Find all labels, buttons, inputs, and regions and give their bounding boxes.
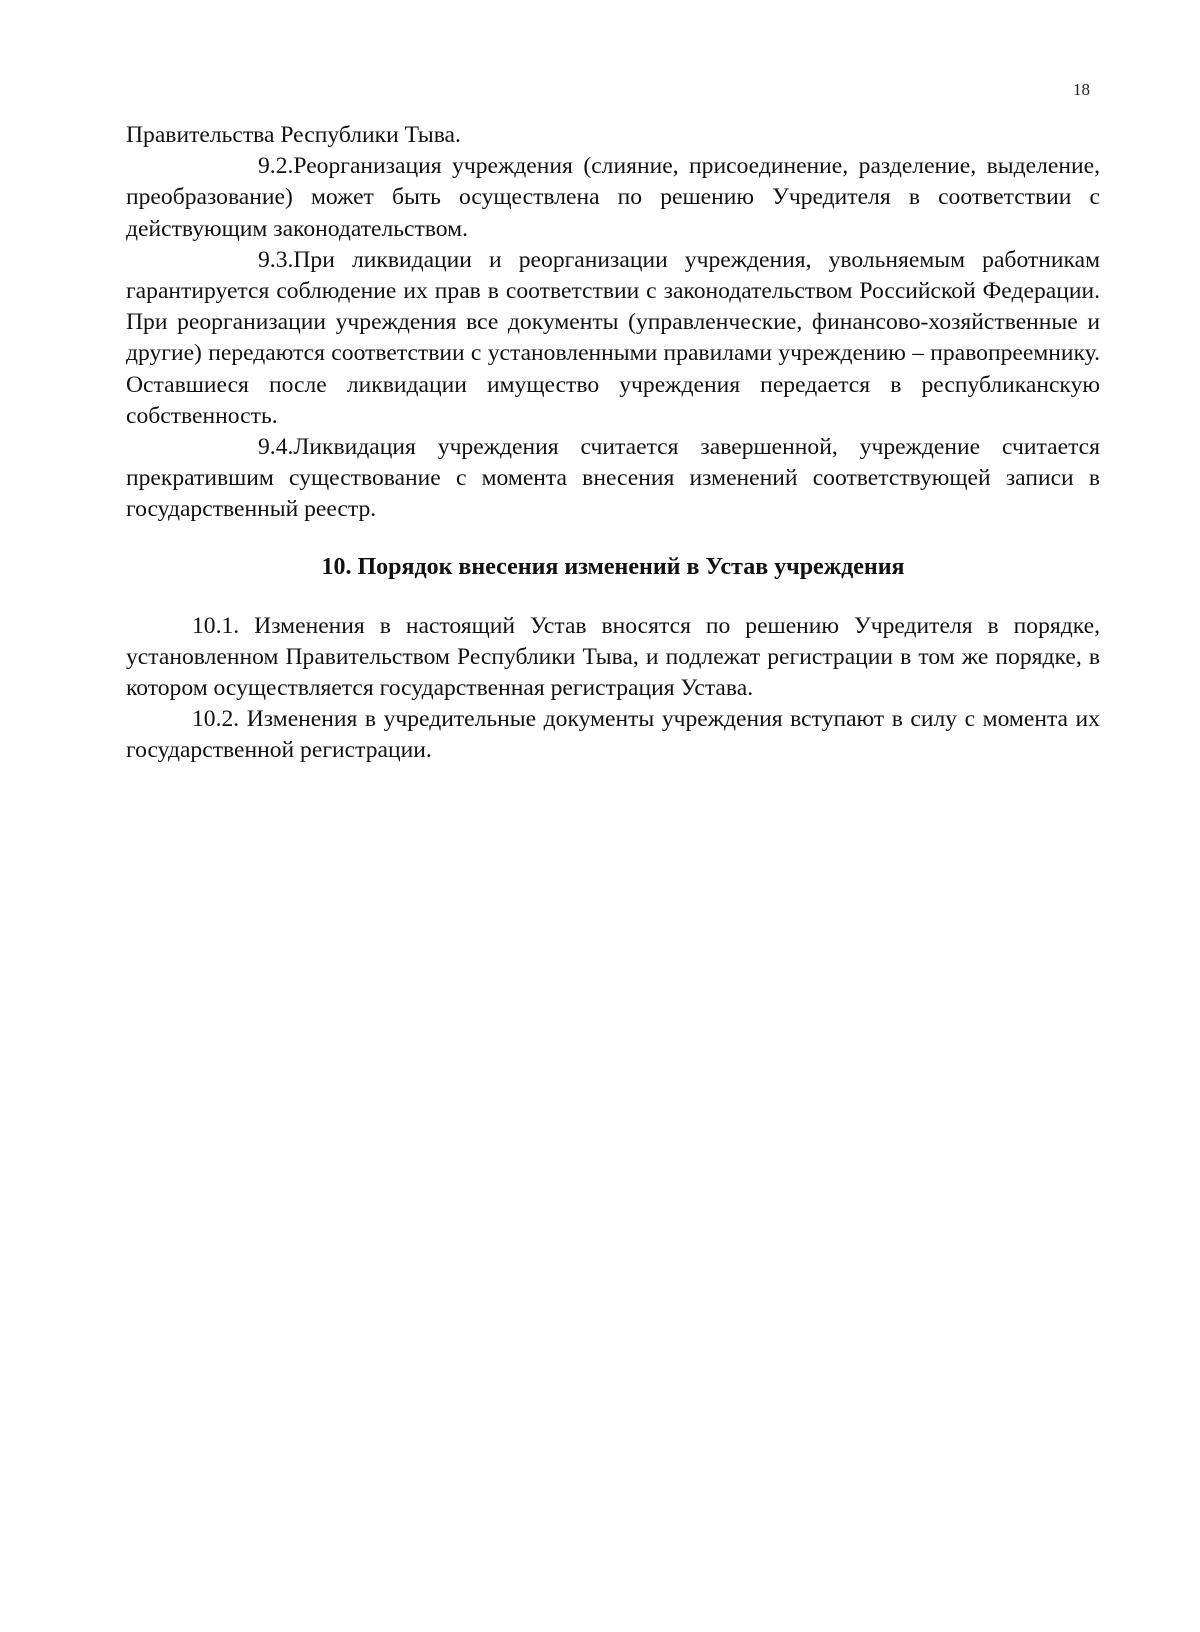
paragraph-number: 9.2. [258, 153, 294, 180]
paragraph-9-2 [126, 151, 1100, 245]
paragraph-text: Ликвидация учреждения считается завершенной, учреждение считается прекратившим существование с момента внесения изменений соответствующей записи в государственный реестр. [126, 434, 1100, 523]
paragraph-text: Реорганизация учреждения (слияние, присоединение, разделение, выделение, преобразование) может быть осуществлена по решению Учредителя в соответствии с действующим законодательством. [126, 153, 1100, 242]
paragraph-number: 9.3. [258, 246, 294, 273]
paragraph-number: 10.1. [192, 612, 240, 639]
paragraph-10-1 [126, 611, 1100, 705]
paragraph-9-3 [126, 245, 1100, 432]
paragraph-10-2 [126, 704, 1100, 766]
section-10-heading: 10. Порядок внесения изменений в Устав учреждения [321, 553, 905, 580]
paragraph-number: 9.4. [258, 434, 294, 461]
paragraph-9-4 [126, 432, 1100, 526]
paragraph-number: 10.2. [192, 706, 240, 733]
paragraph-text: При ликвидации и реорганизации учреждения, увольняемым работникам гарантируется соблюдение их прав в соответствии с законодательством Российской Федерации. При реорганизации учреждения все документы (управленческие, финансово-хозяйственные и другие) передаются соответствии с установленными правилами учреждению – правопреемнику. Оставшиеся после ликвидации имущество учреждения передается в республиканскую собственность. [126, 246, 1100, 429]
document-body [126, 120, 1100, 767]
paragraph-text: Изменения в учредительные документы учреждения вступают в силу с момента их государственной регистрации. [126, 706, 1100, 764]
page-number: 18 [1073, 80, 1090, 99]
continuation-text: Правительства Республики Тыва. [126, 122, 461, 148]
paragraph-text: Изменения в настоящий Устав вносятся по решению Учредителя в порядке, установленном Правительством Республики Тыва, и подлежат регистрации в том же порядке, в котором осуществляется государственная регистрация Устава. [126, 612, 1100, 702]
